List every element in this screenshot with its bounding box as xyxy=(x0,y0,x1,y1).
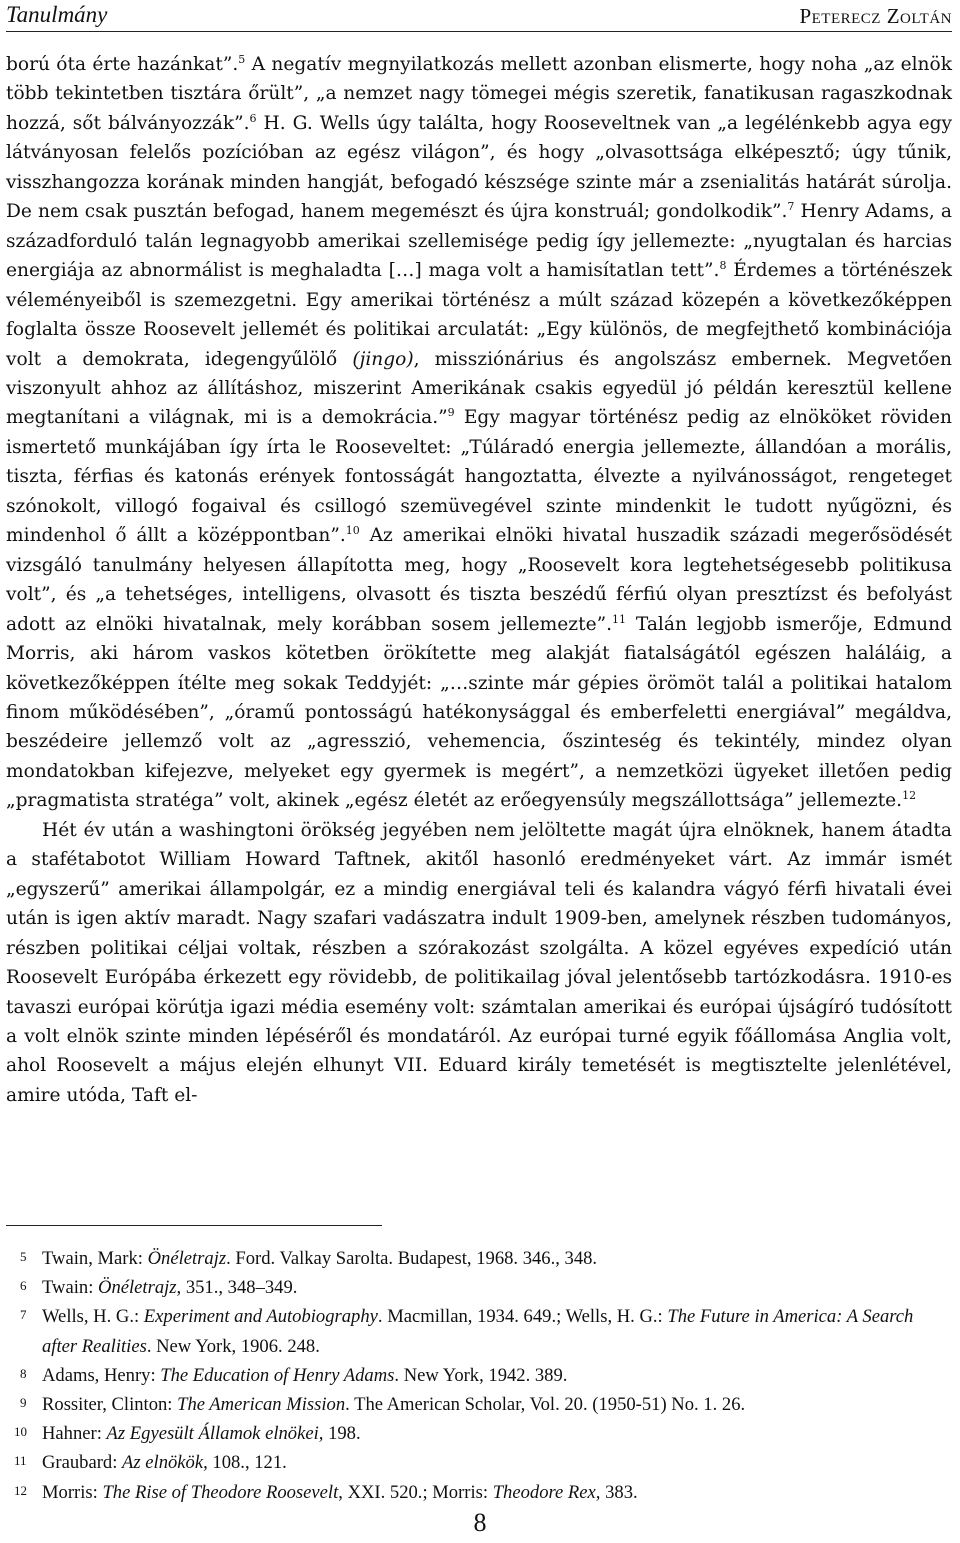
footnotes xyxy=(6,1244,952,1507)
text-run: A negatív megnyilatkozás mellett azonban elismerte, hogy noha „az elnök több tekintetben tisztára őrült”, „a nemzet nagy tömegei mégis szeretik, fanatikusan ragaszkodnak hozzá, sőt bálványozzák”. xyxy=(6,54,952,134)
fn-title: Önéletrajz xyxy=(147,1248,227,1269)
fn-title: The American Mission xyxy=(177,1394,346,1416)
fn-text: Twain, Mark: xyxy=(42,1248,148,1269)
header-rule xyxy=(6,31,952,32)
footnote-7 xyxy=(6,1302,952,1360)
paragraph-2: Hét év után a washingtoni örökség jegyében nem jelöltette magát újra elnöknek, hanem átadta a stafétabotot William Howard Taftnek, akitől hasonló eredményeket várt. Az immár ismét „egyszerű” amerikai állampolgár, ez a mindig energiával teli és kalandra vágyó férfi hivatali évei után is igen aktív maradt. Nagy szafari vadászatra indult 1909-ben, amelynek részben tudományos, részben politikai céljai voltak, részben a szórakozást szolgálta. A közel egyéves expedíció után Roosevelt Európába érkezett egy rövidebb, de politikailag jóval jelentősebb tartózkodásra. 1910-es tavaszi európai körútja igazi média esemény volt: számtalan amerikai és európai újságíró tudósított a volt elnök szinte minden lépéséről és mondatáról. Az európai turné egyik főállomása Anglia volt, ahol Roosevelt a május elején elhunyt VII. Eduard király temetését is megtisztelte jelenlétével, amire utóda, Taft el- xyxy=(6,819,952,1106)
fn-text: Wells, H. G.: xyxy=(42,1306,144,1328)
fn-title: Az elnökök, xyxy=(122,1452,208,1474)
fn-text: 351., 348–349. xyxy=(181,1277,298,1299)
fn-text: . New York, 1906. 248. xyxy=(146,1335,320,1357)
running-header xyxy=(6,0,952,30)
text-run: Az amerikai elnöki hivatal huszadik századi megerősödését vizsgáló tanulmány helyesen állapította meg, hogy „Roosevelt kora legtehetségesebb politikusa volt”, és „a tehetséges, intelligens, olvasott és tiszta beszédű férfiú olyan presztízst és befolyást adott az elnöki hivatalnak, mely korábban sosem jellemezte”. xyxy=(6,525,953,635)
fn-text: 383. xyxy=(600,1481,638,1503)
footnote-ref-5[interactable]: 5 xyxy=(238,53,246,66)
text-run: Henry Adams, a századforduló talán legnagyobb amerikai szellemisége pedig így jellemezte: „nyugtalan és harcias energiája az abnormálist is meghaladta […] maga volt a hamisítatlan tett”. xyxy=(6,201,952,282)
footnote-number: 9 xyxy=(20,1395,27,1411)
footnote-ref-10[interactable]: 10 xyxy=(345,524,360,538)
fn-title: Experiment and Autobiography xyxy=(143,1306,378,1328)
footnote-9 xyxy=(6,1390,952,1419)
fn-title: The Rise of Theodore Roosevelt xyxy=(102,1481,339,1503)
fn-text: Hahner: xyxy=(42,1423,107,1445)
fn-text: Twain: xyxy=(42,1277,99,1299)
footnote-number: 5 xyxy=(20,1249,27,1264)
text-run: Érdemes a történészek véleményeiből is szemezgetni. Egy amerikai történész a múlt század közepén a következőképpen foglalta össze Roosevelt jellemét és politikai arculatát: „Egy különös, de megfejthető kombinációja volt a demokrata, idegengyűlölő xyxy=(6,260,952,370)
text-run: Talán legjobb ismerője, Edmund Morris, aki három vaskos kötetben örökítette meg alakját fiatalságától egészen haláláig, a következőképpen ítélte meg sokak Teddyjét: „…szinte már gépies örömöt talál a politikai hatalom finom működésében”, „óramű pontosságú hatékonysággal és emberfeletti energiával” megáldva, beszédeire jellemző volt az „agresszió, vehemencia, őszinteség és tekintély, mindez olyan mondatokban kifejezve, melyeket egy gyermek is megért”, a nemzetközi ügyeket illetően pedig „pragmatista stratéga” volt, akinek „egész életét az erőegyensúly megszállottsága” jellemezte. xyxy=(6,613,953,812)
footnote-ref-6[interactable]: 6 xyxy=(249,111,257,125)
fn-text: . New York, 1942. 389. xyxy=(394,1364,568,1386)
footnote-number: 12 xyxy=(14,1482,27,1498)
footnote-rule xyxy=(6,1225,382,1226)
footnote-number: 8 xyxy=(20,1365,27,1381)
main-text xyxy=(6,50,952,1110)
footnote-8 xyxy=(6,1361,952,1390)
footnote-ref-7[interactable]: 7 xyxy=(787,200,795,214)
footnote-11 xyxy=(6,1448,952,1477)
fn-title: Önéletrajz, xyxy=(98,1277,182,1299)
footnote-ref-8[interactable]: 8 xyxy=(719,259,727,273)
fn-text: Graubard: xyxy=(42,1452,123,1474)
footnote-number: 7 xyxy=(20,1307,27,1323)
footnote-ref-11[interactable]: 11 xyxy=(612,612,626,626)
fn-title: Theodore Rex, xyxy=(492,1481,601,1503)
fn-title: The Future in America: A Search after Realities xyxy=(42,1306,914,1357)
footnote-number: 10 xyxy=(14,1424,27,1440)
header-author: Peterecz Zoltán xyxy=(799,4,952,28)
italic-term: (jingo) xyxy=(352,348,414,370)
footnote-number: 11 xyxy=(14,1453,27,1469)
fn-title: The Education of Henry Adams xyxy=(160,1364,395,1386)
footnote-6 xyxy=(6,1273,952,1302)
text-run: H. G. Wells úgy találta, hogy Rooseveltnek van „a legélénkebb agya egy látványosan felelős pozícióban az egész világon”, és hogy „olvasottsága elképesztő; úgy tűnik, visszhangozza korának minden hangját, befogadó készsége szinte már a zsenialitás határát súrolja. De nem csak pusztán befogad, hanem megemészt és újra konstruál; gondolkodik”. xyxy=(6,112,952,223)
footnote-5 xyxy=(6,1244,952,1273)
footnote-ref-12[interactable]: 12 xyxy=(902,789,917,803)
footnote-ref-9[interactable]: 9 xyxy=(447,406,455,420)
fn-text: . The American Scholar, Vol. 20. (1950-51) No. 1. 26. xyxy=(345,1394,746,1416)
fn-text: , XXI. 520.; Morris: xyxy=(338,1481,493,1503)
text-run: Egy magyar történész pedig az elnököket röviden ismertető munkájában így írta le Rooseveltet: „Túláradó energia jellemezte, állandóan a morális, tiszta, férfias és katonás erények fontosságát hangoztatta, élvezte a nyilvánosságot, rengeteget szónokolt, villogó fogaival és csillogó szemüvegével szinte mindenkit le tudott nyűgözni, és mindenhol ő állt a középpontban”. xyxy=(6,407,952,547)
fn-text: . Ford. Valkay Sarolta. Budapest, 1968. 346., 348. xyxy=(226,1248,598,1269)
footnote-10 xyxy=(6,1419,952,1448)
fn-text: Rossiter, Clinton: xyxy=(42,1394,178,1416)
page-number: 8 xyxy=(473,1508,487,1537)
paragraph-1 xyxy=(6,50,952,816)
text-run: ború óta érte hazánkat”. xyxy=(6,54,239,75)
fn-title: Az Egyesült Államok elnökei, xyxy=(106,1423,324,1445)
fn-text: 198. xyxy=(323,1423,361,1445)
fn-text: . Macmillan, 1934. 649.; Wells, H. G.: xyxy=(377,1306,668,1328)
fn-text: Adams, Henry: xyxy=(42,1364,161,1386)
text-run: , missziónárius és angolszász embernek. Megvetően viszonyult ahhoz az állításhoz, miszerint Amerikának csakis egyedül jó példán keresztül kellene megtanítani a világnak, mi is a demokrácia.” xyxy=(6,348,952,429)
fn-text: Morris: xyxy=(42,1481,103,1503)
footnote-12 xyxy=(6,1478,952,1507)
footnote-number: 6 xyxy=(20,1278,27,1294)
header-section-title: Tanulmány xyxy=(6,2,108,27)
fn-text: 108., 121. xyxy=(207,1452,287,1474)
